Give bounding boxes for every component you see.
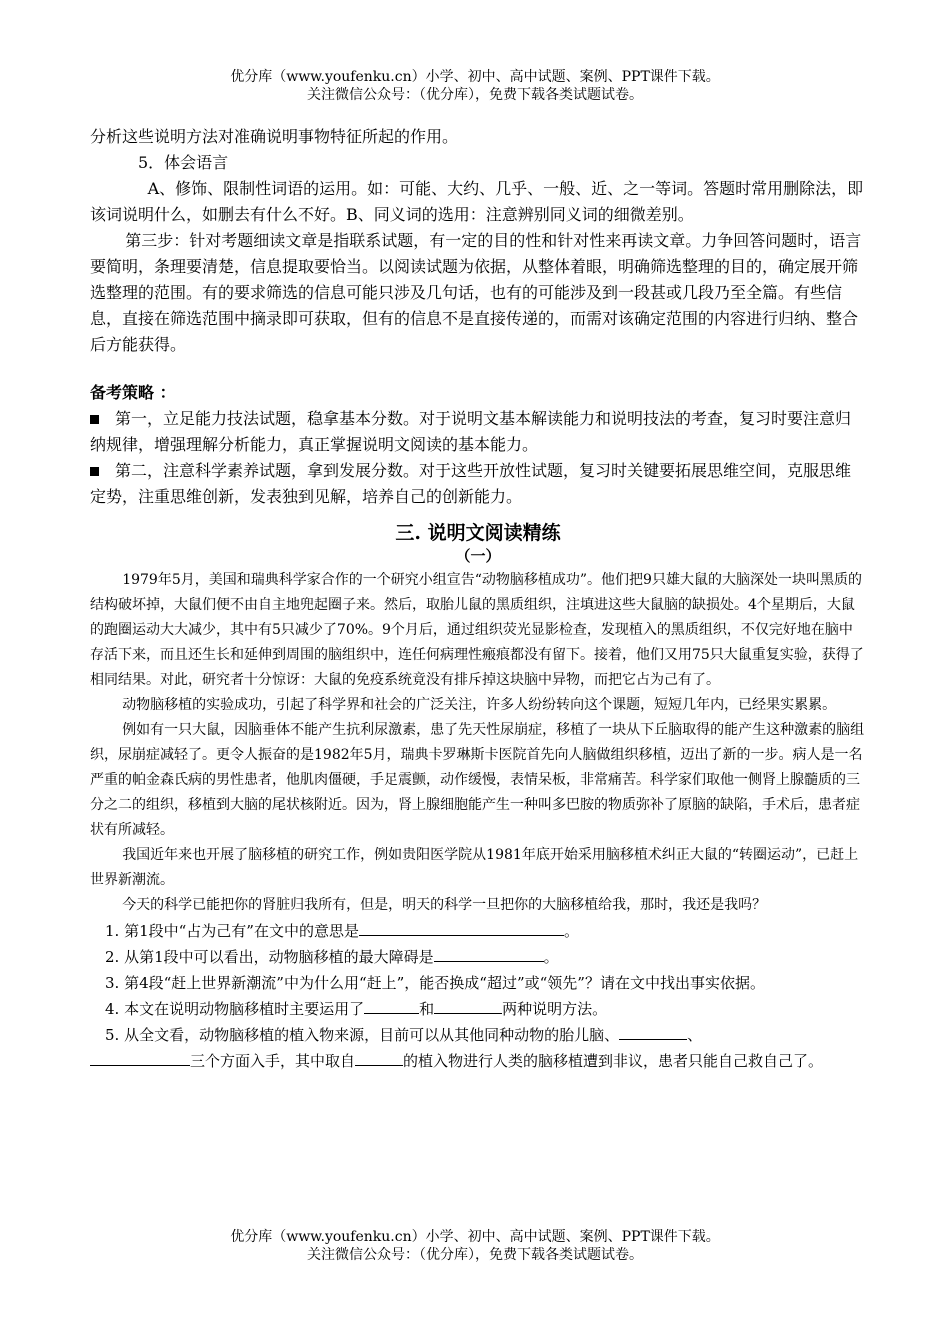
question-5	[90, 1022, 866, 1074]
strategy-item-2	[90, 458, 866, 510]
answer-blank[interactable]	[619, 1023, 687, 1040]
question-4-end: 两种说明方法。	[502, 1000, 608, 1018]
intro-paragraph-4: 第三步：针对考题细读文章是指联系试题，有一定的目的性和针对性来再读文章。力争回答问题时，语言要简明，条理要清楚，信息提取要恰当。以阅读试题为依据，从整体着眼，明确筛选整理的目的，确定展开筛选整理的范围。有的要求筛选的信息可能只涉及几句话，也有的可能涉及到一段甚或几段乃至全篇。有些信息，直接在筛选范围中摘录即可获取，但有的信息不是直接传递的，而需对该确定范围的内容进行归纳、整合后方能获得。	[90, 231, 862, 354]
page-footer	[0, 1228, 950, 1264]
question-4-and: 和	[419, 1000, 435, 1018]
spacer	[90, 358, 866, 380]
question-1-text: 1. 第1段中“占为己有”在文中的意思是	[105, 922, 359, 940]
question-5-end: 的植入物进行人类的脑移植遭到非议，患者只能自己救自己了。	[403, 1052, 824, 1070]
page-content	[90, 124, 866, 1074]
strategy-item-1-text: 第一，立足能力技法试题，稳拿基本分数。对于说明文基本解读能力和说明技法的考查，复习时要注意归纳规律，增强理解分析能力，真正掌握说明文阅读的基本能力。	[90, 409, 852, 454]
intro-paragraph-3: A、修饰、限制性词语的运用。如：可能、大约、几乎、一般、近、之一等词。答题时常用删除法，即该词说明什么，如删去有什么不好。B、同义词的选用：注意辨别同义词的细微差别。	[90, 179, 864, 224]
answer-blank[interactable]	[434, 997, 502, 1014]
section-subtitle: （一）	[455, 547, 501, 565]
answer-blank[interactable]	[364, 997, 419, 1014]
strategy-item-1	[90, 406, 866, 458]
article-paragraph-3: 例如有一只大鼠，因脑垂体不能产生抗利尿激素，患了先天性尿崩症，移植了一块从下丘脑取得的能产生这种激素的脑组织，尿崩症减轻了。更令人振奋的是1982年5月，瑞典卡罗琳斯卡医院首先向人脑做组织移植，迈出了新的一步。病人是一名严重的帕金森氏病的男性患者，他肌肉僵硬，手足震颤，动作缓慢，表情呆板，非常痛苦。科学家们取他一侧肾上腺髓质的三分之二的组织，移植到大脑的尾状核附近。因为，肾上腺细胞能产生一种叫多巴胺的物质弥补了原脑的缺陷，手术后，患者症状有所减轻。	[90, 722, 865, 838]
question-1	[90, 918, 866, 944]
strategy-item-2-text: 第二，注意科学素养试题，拿到发展分数。对于这些开放性试题，复习时关键要拓展思维空间，克服思维定势，注重思维创新，发表独到见解，培养自己的创新能力。	[90, 461, 852, 506]
article-paragraph-2: 动物脑移植的实验成功，引起了科学界和社会的广泛关注，许多人纷纷转向这个课题，短短几年内，已经果实累累。	[122, 697, 837, 713]
header-line-2: 关注微信公众号：（优分库），免费下载各类试题试卷。	[307, 87, 643, 103]
header-line-1: 优分库（www.youfenku.cn）小学、初中、高中试题、案例、PPT课件下载。	[230, 69, 720, 85]
article-paragraph-1: 1979年5月，美国和瑞典科学家合作的一个研究小组宣告“动物脑移植成功”。他们把9只雄大鼠的大脑深处一块叫黑质的结构破坏掉，大鼠们便不由自主地兜起圈子来。然后，取胎儿鼠的黑质组织，注填进这些大鼠脑的缺损处。4个星期后，大鼠的跑圈运动大大减少，其中有5只减少了70%。9个月后，通过组织荧光显影检查，发现植入的黑质组织，不仅完好地在脑中存活下来，而且还生长和延伸到周围的脑组织中，连任何病理性瘢痕都没有留下。接着，他们又用75只大鼠重复实验，获得了相同结果。对此，研究者十分惊讶：大鼠的免疫系统竟没有排斥掉这块脑中异物，而把它占为己有了。	[90, 572, 864, 688]
question-4-text: 4. 本文在说明动物脑移植时主要运用了	[105, 1000, 365, 1018]
footer-line-1: 优分库（www.youfenku.cn）小学、初中、高中试题、案例、PPT课件下载。	[230, 1229, 720, 1245]
section-title: 三. 说明文阅读精练	[395, 522, 561, 544]
question-5-sep: 、	[687, 1026, 703, 1044]
question-1-end: 。	[563, 922, 579, 940]
square-bullet-icon	[90, 467, 99, 476]
article-paragraph-5: 今天的科学已能把你的肾脏归我所有，但是，明天的科学一旦把你的大脑移植给我，那时，我还是我吗？	[122, 897, 767, 913]
question-5-middle: 三个方面入手，其中取自	[190, 1052, 356, 1070]
strategy-heading: 备考策略 ：	[90, 383, 176, 402]
intro-paragraph-1: 分析这些说明方法对准确说明事物特征所起的作用。	[90, 127, 459, 146]
answer-blank[interactable]	[359, 919, 564, 936]
page-header	[0, 68, 950, 104]
question-2	[90, 944, 866, 970]
question-2-end: 。	[543, 948, 559, 966]
intro-heading-5: 5．体会语言	[138, 153, 229, 172]
answer-blank[interactable]	[355, 1049, 403, 1066]
question-3: 3. 第4段“赶上世界新潮流”中为什么用“赶上”，能否换成“超过”或“领先”？请在文中找出事实依据。	[105, 974, 765, 992]
square-bullet-icon	[90, 415, 99, 424]
question-5-text: 5. 从全文看，动物脑移植的植入物来源，目前可以从其他同种动物的胎儿脑、	[105, 1026, 620, 1044]
footer-line-2: 关注微信公众号：（优分库），免费下载各类试题试卷。	[307, 1247, 643, 1263]
answer-blank[interactable]	[434, 945, 544, 962]
article-paragraph-4: 我国近年来也开展了脑移植的研究工作，例如贵阳医学院从1981年底开始采用脑移植术纠正大鼠的“转圈运动”，已赶上世界新潮流。	[90, 847, 859, 888]
question-2-text: 2. 从第1段中可以看出，动物脑移植的最大障碍是	[105, 948, 434, 966]
question-4	[90, 996, 866, 1022]
answer-blank[interactable]	[90, 1049, 190, 1066]
